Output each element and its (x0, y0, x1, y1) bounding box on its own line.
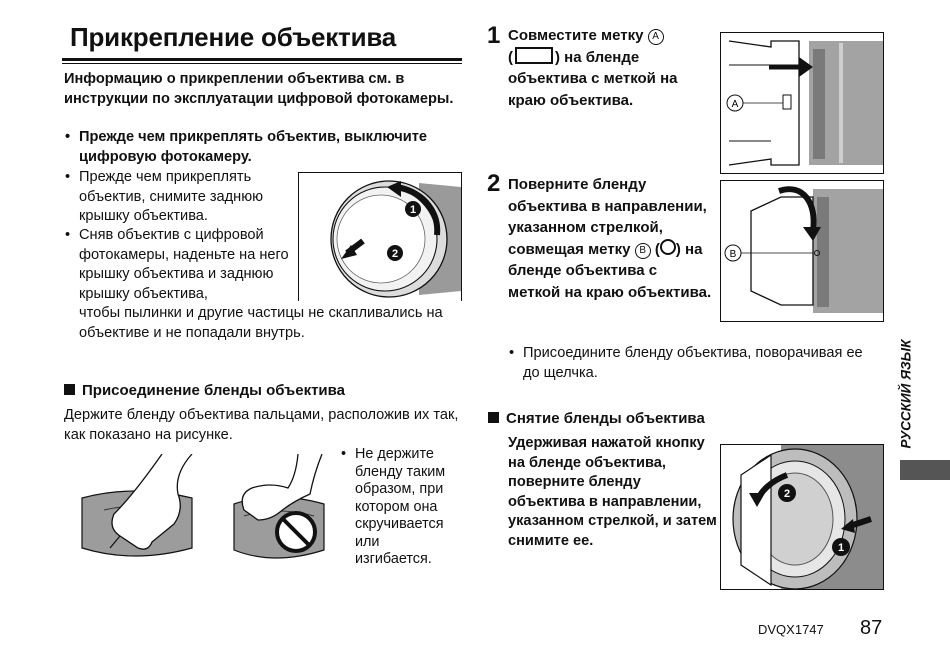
svg-text:2: 2 (783, 488, 791, 500)
step-1-text: Совместите метку A ( ) на бленде объектива с меткой на краю объектива. (508, 27, 678, 109)
circle-callout-icon: B (635, 243, 651, 259)
circle-callout-icon: A (648, 29, 664, 45)
title-rule (62, 58, 462, 61)
step-2-number: 2 (487, 170, 501, 197)
page-title: Прикрепление объектива (70, 22, 397, 52)
bullet-caps-on-cont: чтобы пылинки и другие частицы не скапливались на объективе и не попадали внутрь. (79, 305, 443, 341)
step-2-illustration (720, 180, 884, 322)
rear-cap-illustration (298, 172, 462, 301)
callout-1: 1 (409, 204, 417, 216)
no-entry-icon (277, 513, 315, 551)
step-1-number: 1 (487, 22, 501, 49)
intro-text: Информацию о прикреплении объектива см. в инструкции по эксплуатации цифровой фотокамеры. (64, 71, 454, 107)
hood-mark-circle-icon (660, 239, 676, 255)
document-code: DVQX1747 (758, 622, 824, 637)
bullet-rear-cap: • Прежде чем прикреплять объектив, снимите заднюю крышку объектива. (65, 169, 264, 224)
svg-text:1: 1 (837, 542, 845, 554)
hood-mark-rect-icon (515, 47, 553, 64)
bullet-power-off: • Прежде чем прикреплять объектив, выключите цифровую фотокамеру. (65, 129, 427, 165)
hood-hold-illustration (74, 454, 336, 568)
black-square-icon (64, 384, 75, 395)
step-2-note: • Присоедините бленду объектива, поворачивая ее до щелчка. (509, 345, 863, 381)
page-number: 87 (860, 617, 883, 639)
hood-hold-text: Держите бленду объектива пальцами, расположив их так, как показано на рисунке. (64, 407, 459, 443)
svg-text:A: A (731, 99, 739, 110)
hood-remove-text: Удерживая нажатой кнопку на бленде объектива, поверните бленду объектива в направлении, указанном стрелкой, и затем снимите ее. (508, 435, 717, 549)
svg-text:B: B (729, 249, 737, 260)
title-rule-thin (62, 63, 462, 64)
hood-dont-text: • Не держите бленду таким образом, при котором она скручивается или изгибается. (341, 446, 446, 567)
bullet-caps-on: • Сняв объектив с цифровой фотокамеры, наденьте на него крышку объектива и заднюю крышку объектива, (65, 227, 289, 302)
hood-remove-illustration (720, 444, 884, 590)
step-2-text: Поверните бленду объектива в направлении, указанном стрелкой, совмещая метку B ( ) на бленде объектива с меткой на краю объектива. (508, 176, 712, 301)
side-language-label: РУССКИЙ ЯЗЫК (898, 339, 914, 449)
step-1-illustration (720, 32, 884, 174)
callout-2: 2 (391, 248, 399, 260)
side-tab-bar (900, 460, 950, 480)
hood-attach-heading: Присоединение бленды объектива (64, 382, 345, 399)
black-square-icon (488, 412, 499, 423)
hood-remove-heading: Снятие бленды объектива (488, 410, 705, 427)
